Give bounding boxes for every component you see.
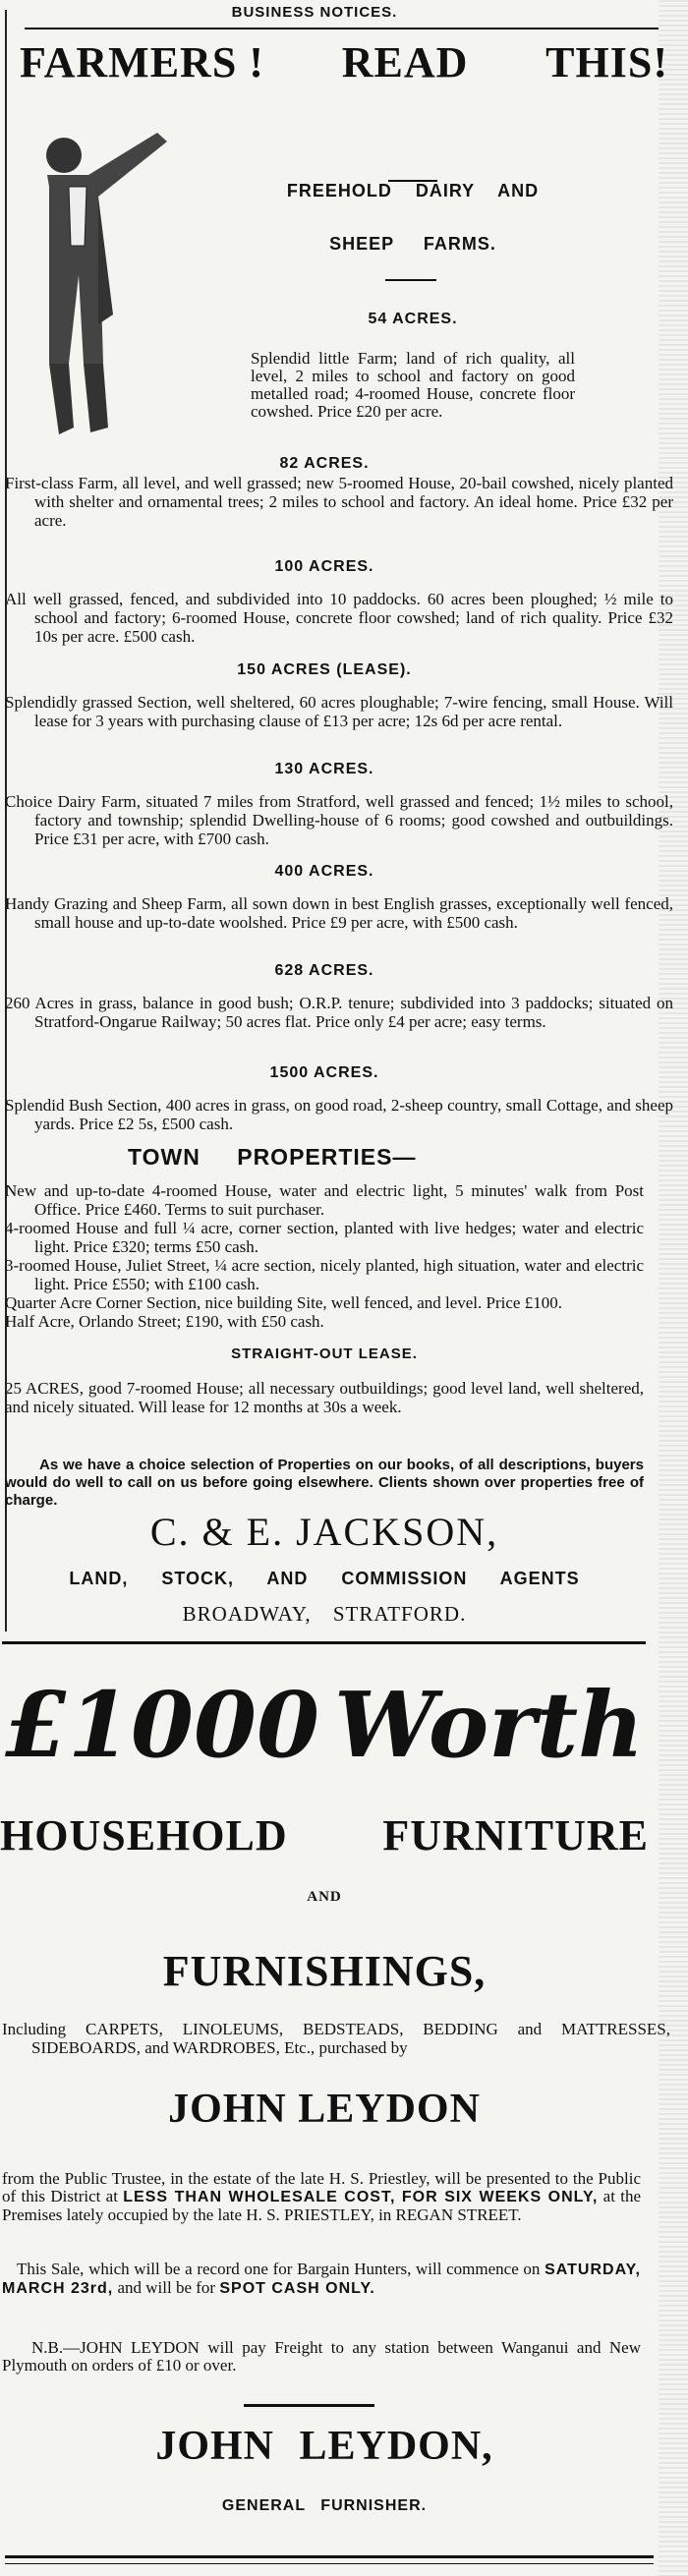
bottom-rule — [5, 2555, 654, 2558]
firm-description: LAND, STOCK, AND COMMISSION AGENTS — [69, 1569, 580, 1588]
list-item: Half Acre, Orlando Street; £190, with £50 cash. — [5, 1312, 324, 1331]
listing-text: Splendid little Farm; land of rich quality, all level, 2 miles to school and factory on good metalled road; 4-roomed House, concrete floor cowshed. Price £20 per acre. — [251, 349, 575, 421]
john-leydon-signature: JOHN LEYDON, — [155, 2424, 493, 2469]
headline-worth: Worth — [334, 1672, 645, 1778]
top-rule — [25, 28, 659, 29]
listing-text: 260 Acres in grass, balance in good bush; O.R.P. tenure; subdivided into 3 paddocks; situated on Stratford-Ongarue Railway; 50 acres flat. Price only £4 per acre; easy terms. — [5, 994, 673, 1031]
headline-amount: £1000 — [5, 1672, 320, 1778]
listing-text: All well grassed, fenced, and subdivided into 10 paddocks. 60 acres been ploughed; ½ mile to school and factory; 6-roomed House, concrete floor cowshed; land of rich quality. Price £32 10s per acre. £500 cash. — [5, 590, 673, 646]
furnishings: FURNISHINGS, — [162, 1947, 487, 1995]
list-item: 4-roomed House and full ¼ acre, corner section, planted with live hedges; water and electric light. Price £320; terms £50 cash. — [5, 1219, 644, 1256]
sale-details — [2, 2170, 641, 2224]
listing-text: First-class Farm, all level, and well grassed; new 5-roomed House, 20-bail cowshed, nicely planted with shelter and ornamental trees; 2 miles to school and factory. An ideal home. Price £32 per acre. — [5, 474, 673, 530]
headline-this: THIS! — [545, 38, 668, 86]
including-text: Including CARPETS, LINOLEUMS, BEDSTEADS, BEDDING and MATTRESSES, SIDEBOARDS, and WARDROBES, Etc., purchased by — [2, 2020, 670, 2057]
headline-farmers: FARMERS ! — [20, 38, 264, 86]
pointing-man-illustration — [20, 128, 187, 442]
listing-title: 130 ACRES. — [274, 761, 374, 777]
listing-title: 628 ACRES. — [274, 962, 374, 979]
listing-text: Choice Dairy Farm, situated 7 miles from Stratford, well grassed and fenced; 1½ miles to school, factory and township; splendid Dwelling-house of 6 rooms; good cowshed and outbuildings. Price £31 per acre, with £700 cash. — [5, 792, 673, 848]
listing-text: Handy Grazing and Sheep Farm, all sown down in best English grasses, exceptionally well fenced, small house and up-to-date woolshed. Price £9 per acre, with £500 cash. — [5, 894, 673, 932]
listing-title: 400 ACRES. — [274, 863, 374, 880]
listing-title: 82 ACRES. — [279, 455, 370, 472]
list-item: Quarter Acre Corner Section, nice building Site, well fenced, and level. Price £100. — [5, 1293, 562, 1312]
section-header: BUSINESS NOTICES. — [231, 4, 398, 21]
listing-title: 54 ACRES. — [368, 311, 458, 327]
section-divider-rule — [2, 1641, 646, 1644]
sale-details-text: at the Premises lately occupied by the late H. S. PRIESTLEY, in REGAN STREET. — [2, 2187, 642, 2224]
scan-edge-noise — [659, 0, 688, 2576]
divider — [385, 279, 436, 281]
sale-date-highlight: SATURDAY, MARCH 23rd, — [2, 2261, 641, 2297]
sale-details-text: from the Public Trustee, in the estate of the late H. S. Priestley, will be presented to the Public of this District at — [2, 2169, 641, 2205]
bottom-rule-thin — [5, 2563, 654, 2564]
closing-text: As we have a choice selection of Properties on our books, of all descriptions, buyers would do well to call on us before going elsewhere. Clients shown over properties free of charge. — [5, 1457, 644, 1509]
divider — [244, 2404, 374, 2407]
headline-read: READ — [341, 38, 469, 86]
subhead-freehold: FREEHOLD DAIRY AND — [286, 181, 540, 200]
listing-title: 150 ACRES (LEASE). — [237, 661, 412, 678]
household-furniture: HOUSEHOLD FURNITURE — [0, 1811, 649, 1860]
sale-price-highlight: LESS THAN WHOLESALE COST, FOR SIX WEEKS ONLY, — [123, 2189, 599, 2205]
sale-date — [2, 2261, 641, 2298]
sale-date-text: This Sale, which will be a record one for Bargain Hunters, will commence on — [17, 2260, 541, 2278]
town-properties-list — [5, 1181, 644, 1331]
subhead-sheep-farms: SHEEP FARMS. — [329, 234, 496, 254]
john-leydon-heading: JOHN LEYDON — [168, 2087, 481, 2132]
list-item: New and up-to-date 4-roomed House, water and electric light, 5 minutes' walk from Post Office. Price £460. Terms to suit purchaser. — [5, 1181, 644, 1219]
listing-title: 100 ACRES. — [274, 558, 374, 575]
listing-text: Splendid Bush Section, 400 acres in grass, on good road, 2-sheep country, small Cottage, and sheep yards. Price £2 5s, £500 cash. — [5, 1096, 673, 1133]
list-item: 3-roomed House, Juliet Street, ¼ acre section, nicely planted, high situation, water and electric light. Price £550; with £100 cash. — [5, 1256, 644, 1293]
headline — [20, 37, 668, 87]
listing-text: Splendidly grassed Section, well sheltered, 60 acres ploughable; 7-wire fencing, small House. Will lease for 3 years with purchasing clause of £13 per acre; 12s 6d per acre rental. — [5, 693, 673, 730]
straight-out-lease-title: STRAIGHT-OUT LEASE. — [231, 1345, 418, 1362]
spot-cash-highlight: SPOT CASH ONLY. — [219, 2280, 375, 2297]
general-furnisher: GENERAL FURNISHER. — [221, 2497, 428, 2514]
sale-date-text: and will be for — [117, 2278, 216, 2297]
firm-address: BROADWAY, STRATFORD. — [182, 1602, 467, 1626]
lease-text: 25 ACRES, good 7-roomed House; all necessary outbuildings; good level land, well sheltered, and nicely situated. Will lease for 12 months at 30s a week. — [5, 1379, 644, 1416]
and-label: AND — [307, 1889, 342, 1905]
firm-name: C. & E. JACKSON, — [149, 1510, 499, 1554]
listing-title: 1500 ACRES. — [269, 1064, 379, 1081]
freight-note: N.B.—JOHN LEYDON will pay Freight to any station between Wanganui and New Plymouth on orders of £10 or over. — [2, 2338, 641, 2375]
town-properties-title: TOWN PROPERTIES— — [128, 1144, 417, 1170]
